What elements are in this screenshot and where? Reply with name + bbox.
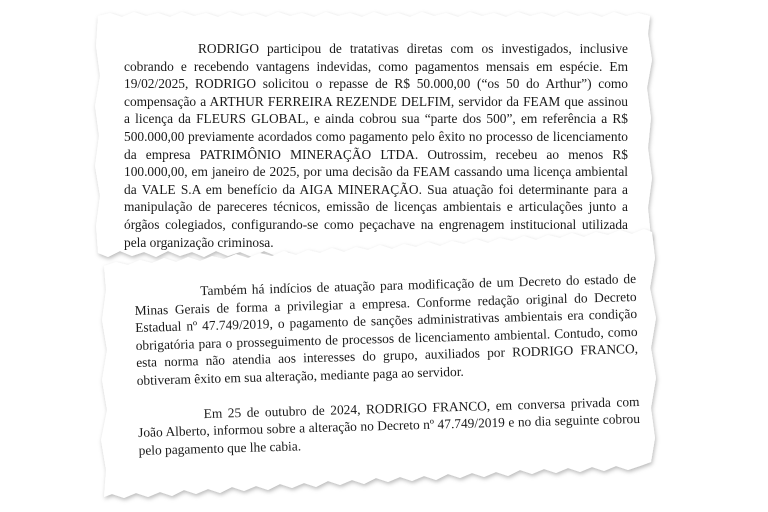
clipping-bottom-text (134, 270, 641, 459)
clipping-top-text (124, 40, 628, 251)
clipping-top-paragraph: RODRIGO participou de tratativas diretas com os investigados, inclusive cobrando e recebendo vantagens indevidas, como pagamentos mensais em espécie. Em 19/02/2025, RODRIGO solicitou o repasse de R$ 50.000,00 (“os 50 do Arthur”) como compensação a ARTHUR FERREIRA REZENDE DELFIM, servidor da FEAM que assinou a licença da FLEURS GLOBAL, e ainda cobrou sua “parte dos 500”, em referência a R$ 500.000,00 previamente acordados como pagamento pelo êxito no processo de licenciamento da empresa PATRIMÔNIO MINERAÇÃO LTDA. Outrossim, recebeu ao menos R$ 100.000,00, em janeiro de 2025, por uma decisão da FEAM cassando uma licença ambiental da VALE S.A em benefício da AIGA MINERAÇÃO. Sua atuação foi determinante para a manipulação de pareceres técnicos, emissão de licenças ambientais e articulações junto a órgãos colegiados, configurando-se como peçachave na engrenagem institucional utilizada pela organização criminosa. (124, 41, 628, 250)
clipping-bottom-paragraph-2: Em 25 de outubro de 2024, RODRIGO FRANCO, em conversa privada com João Alberto, informou sobre a alteração no Decreto nº 47.749/2019 e no dia seguinte cobrou pelo pagamento que lhe cabia. (137, 393, 641, 458)
clipping-bottom-paragraph-1: Também há indícios de atuação para modificação de um Decreto do estado de Minas Gerais de forma a privilegiar a empresa. Conforme redação original do Decreto Estadual nº 47.749/2019, o pagamento de sanções administrativas ambientais era condição obrigatória para o prosseguimento de processos de licenciamento ambiental. Contudo, como esta norma não atendia aos interesses do grupo, auxiliados por RODRIGO FRANCO, obtiveram êxito em sua alteração, mediante paga ao servidor. (134, 270, 639, 388)
